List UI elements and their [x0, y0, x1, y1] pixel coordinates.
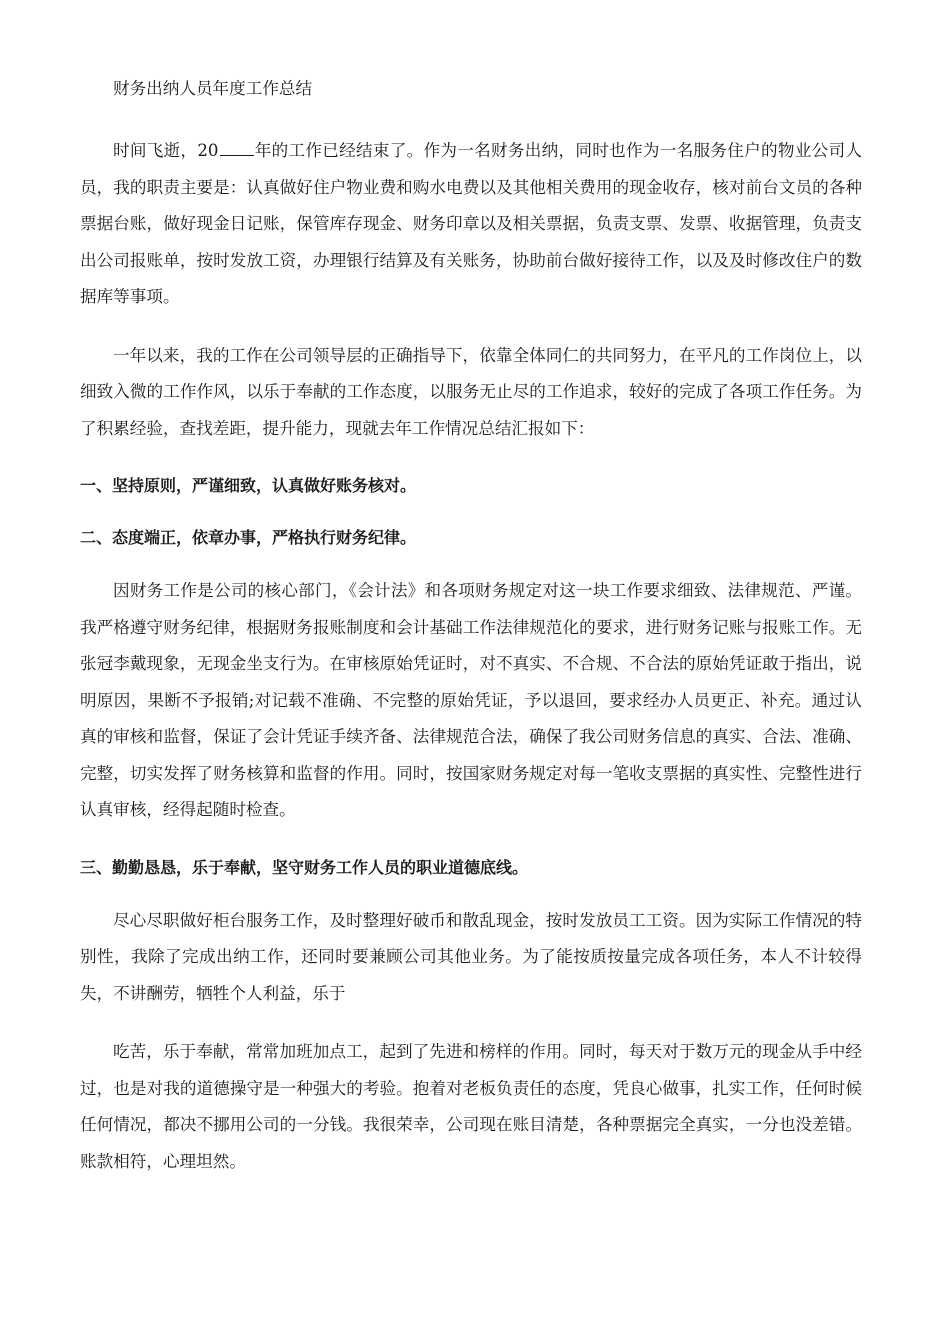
document-page	[80, 72, 862, 1202]
intro-paragraph	[80, 133, 862, 316]
section-heading-2: 二、态度端正，依章办事，严格执行财务纪律。	[80, 528, 417, 547]
section-heading-3: 三、勤勤恳恳，乐于奉献，坚守财务工作人员的职业道德底线。	[80, 857, 529, 877]
document-title: 财务出纳人员年度工作总结	[113, 79, 313, 98]
integrity-paragraph: 吃苦，乐于奉献，常常加班加点工，起到了先进和榜样的作用。同时，每天对于数万元的现金从手中经过，也是对我的道德操守是一种强大的考验。抱着对老板负责任的态度，凭良心做事，扎实工作，任何时候任何情况，都决不挪用公司的一分钱。我很荣幸，公司现在账目清楚，各种票据完全真实，一分也没差错。账款相符，心理坦然。	[80, 1042, 862, 1171]
service-paragraph: 尽心尽职做好柜台服务工作，及时整理好破币和散乱现金，按时发放员工工资。因为实际工作情况的特别性，我除了完成出纳工作，还同时要兼顾公司其他业务。为了能按质按量完成各项任务，本人不计较得失，不讲酬劳，牺牲个人利益，乐于	[80, 910, 862, 1003]
discipline-paragraph: 因财务工作是公司的核心部门，《会计法》和各项财务规定对这一块工作要求细致、法律规范、严谨。我严格遵守财务纪律，根据财务报账制度和会计基础工作法律规范化的要求，进行财务记账与报账工作。无张冠李戴现象，无现金坐支行为。在审核原始凭证时，对不真实、不合规、不合法的原始凭证敢于指出，说明原因，果断不予报销;对记载不准确、不完整的原始凭证，予以退回，要求经办人员更正、补充。通过认真的审核和监督，保证了会计凭证手续齐备、法律规范合法，确保了我公司财务信息的真实、合法、准确、完整，切实发挥了财务核算和监督的作用。同时，按国家财务规定对每一笔收支票据的真实性、完整性进行认真审核，经得起随时检查。	[80, 581, 862, 819]
year-blank	[220, 141, 254, 156]
section-heading-1: 一、坚持原则，严谨细致，认真做好账务核对。	[80, 476, 417, 495]
intro-rest: 年的工作已经结束了。作为一名财务出纳，同时也作为一名服务住户的物业公司人员，我的职责主要是：认真做好住户物业费和购水电费以及其他相关费用的现金收存，核对前台文员的各种票据台账，做好现金日记账，保管库存现金、财务印章以及相关票据，负责支票、发票、收据管理，负责支出公司报账单，按时发放工资，办理银行结算及有关账务，协助前台做好接待工作，以及及时修改住户的数据库等事项。	[80, 141, 862, 306]
intro-prefix: 时间飞逝，20	[113, 141, 219, 160]
summary-paragraph: 一年以来，我的工作在公司领导层的正确指导下，依靠全体同仁的共同努力，在平凡的工作岗位上，以细致入微的工作作风，以乐于奉献的工作态度，以服务无止尽的工作追求，较好的完成了各项工作任务。为了积累经验，查找差距，提升能力，现就去年工作情况总结汇报如下：	[80, 345, 862, 438]
